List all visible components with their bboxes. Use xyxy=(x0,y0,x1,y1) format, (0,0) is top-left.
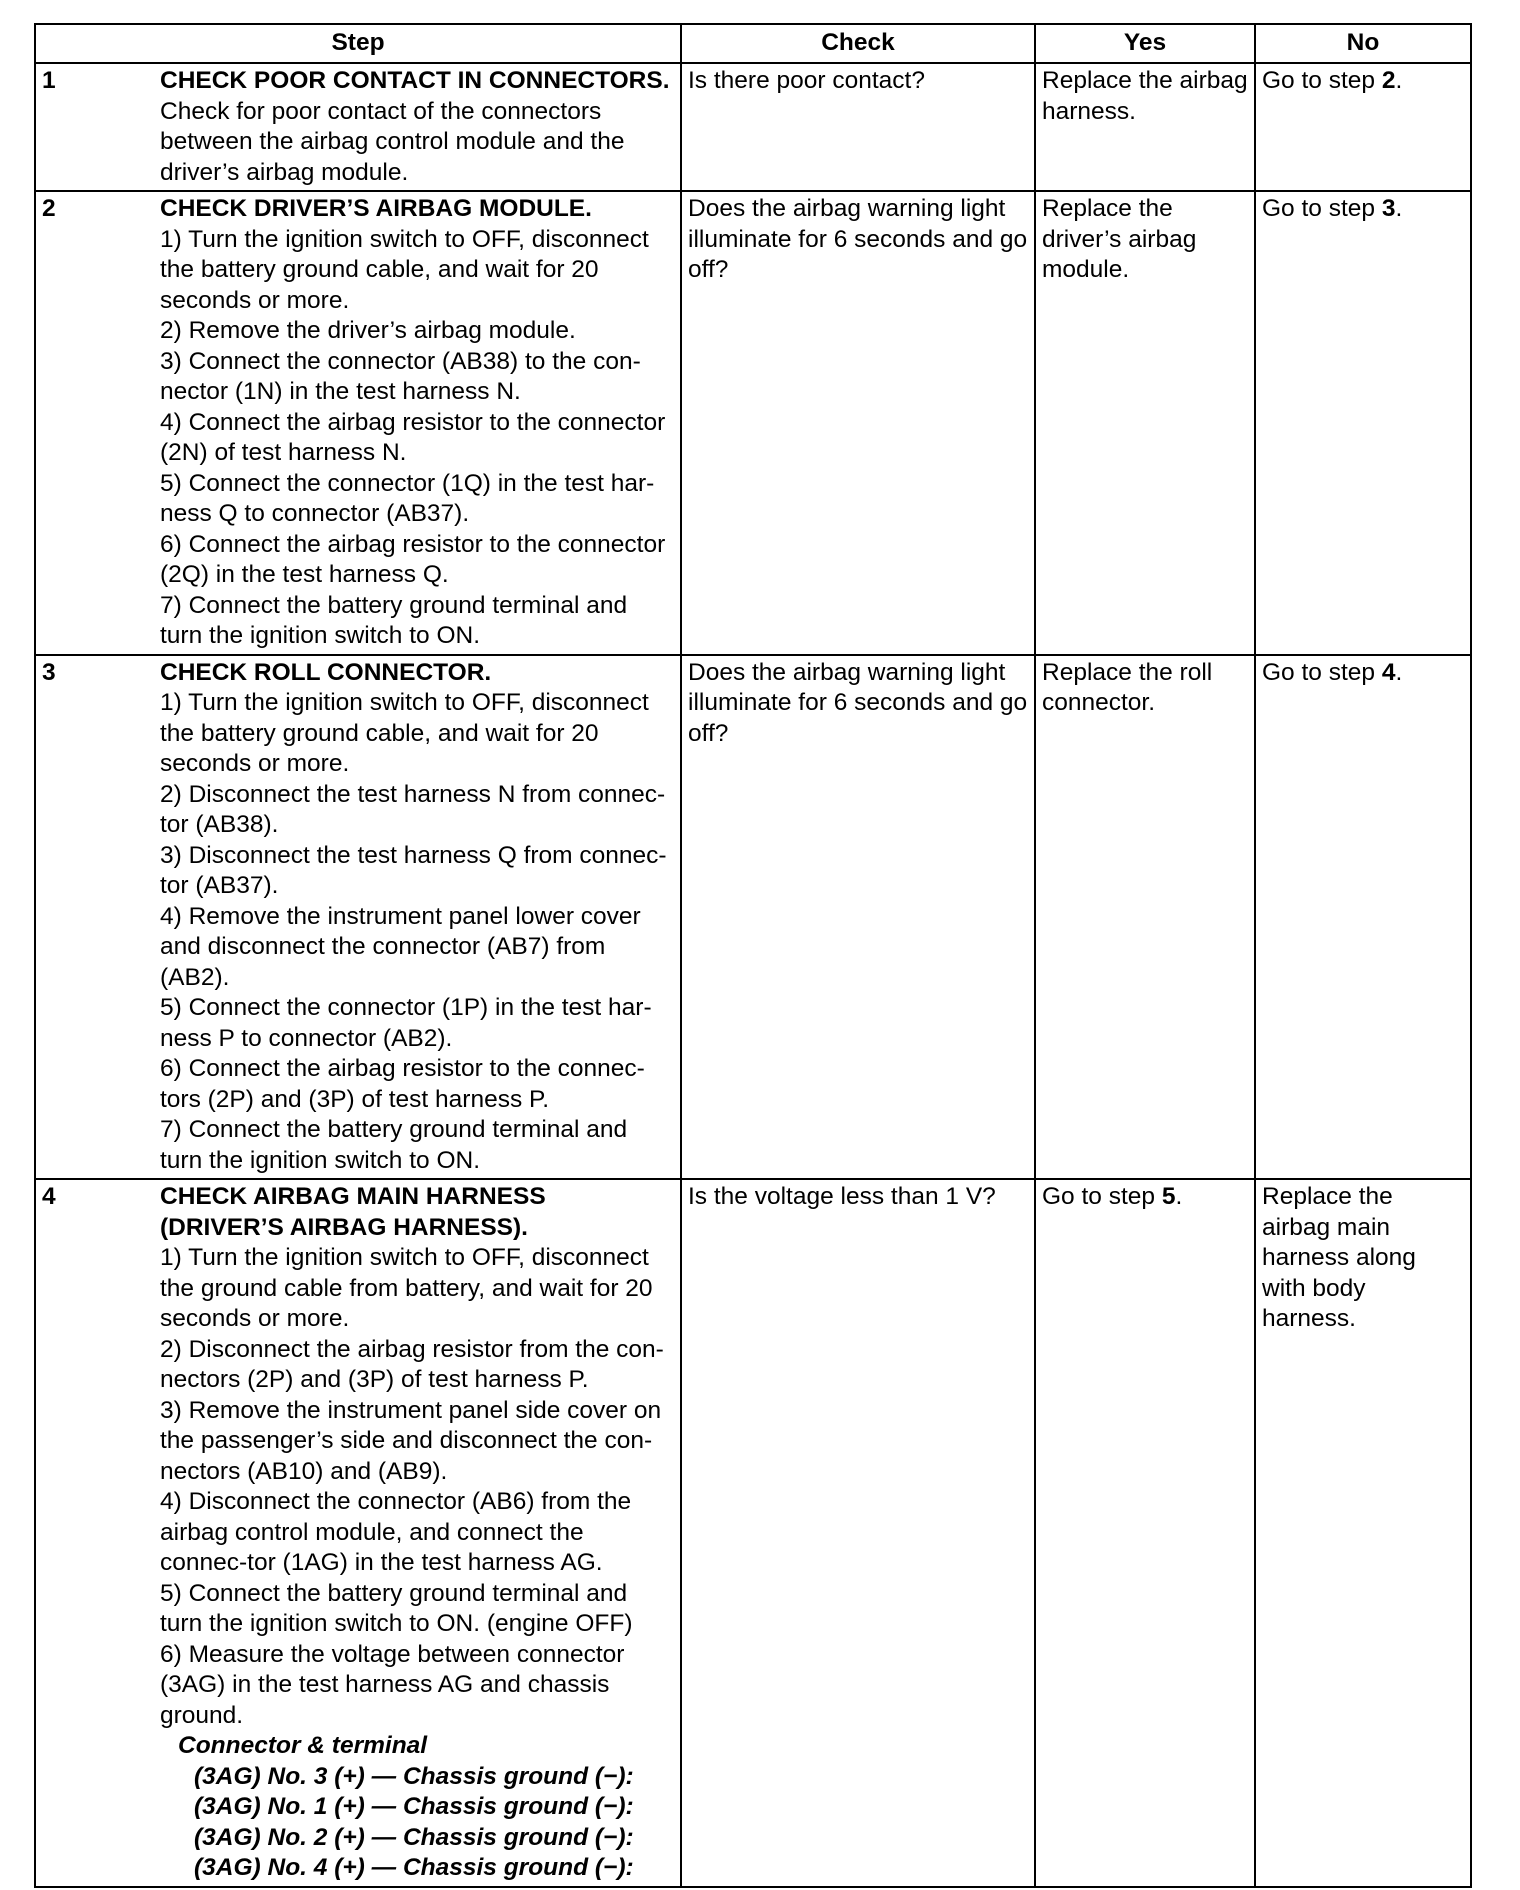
step-title: CHECK ROLL CONNECTOR. xyxy=(160,658,492,686)
check-cell: Is there poor contact? xyxy=(681,63,1035,191)
header-no: No xyxy=(1255,24,1471,63)
check-cell: Is the voltage less than 1 V? xyxy=(681,1179,1035,1887)
step-body xyxy=(160,192,680,654)
step-cell xyxy=(35,63,681,191)
step-instruction: 4) Disconnect the connector (AB6) from the airbag control module, and connect the connec-tor (1AG) in the test harness AG. xyxy=(160,1488,632,1576)
no-text: Go to step xyxy=(1262,67,1382,94)
step-body xyxy=(160,656,680,1179)
step-instruction: 7) Connect the battery ground terminal and turn the ignition switch to ON. xyxy=(160,591,628,649)
spec-item: (3AG) No. 4 (+) — Chassis ground (−): xyxy=(194,1854,634,1881)
step-reference: 5 xyxy=(1161,1183,1176,1210)
spec-item: (3AG) No. 1 (+) — Chassis ground (−): xyxy=(194,1793,634,1820)
table-row xyxy=(35,63,1471,191)
step-instruction: 4) Remove the instrument panel lower cover and disconnect the connector (AB7) from (AB2). xyxy=(160,902,641,991)
no-cell xyxy=(1255,63,1471,191)
step-instruction: 2) Disconnect the test harness N from connec-tor (AB38). xyxy=(160,780,666,838)
step-number: 3 xyxy=(42,658,56,686)
diagnostic-table xyxy=(34,23,1472,1888)
step-number: 4 xyxy=(42,1183,56,1210)
step-instruction: 6) Connect the airbag resistor to the connector (2Q) in the test harness Q. xyxy=(160,530,666,588)
table-row xyxy=(35,655,1471,1180)
no-text: Go to step xyxy=(1262,195,1382,222)
step-instruction: 2) Remove the driver’s airbag module. xyxy=(160,317,576,344)
no-suffix: . xyxy=(1395,658,1403,686)
step-reference: 3 xyxy=(1381,195,1396,222)
step-instruction: 6) Connect the airbag resistor to the connec-tors (2P) and (3P) of test harness P. xyxy=(160,1055,645,1113)
step-instruction: 5) Connect the battery ground terminal and turn the ignition switch to ON. (engine OFF) xyxy=(160,1579,633,1637)
step-title: CHECK POOR CONTACT IN CONNECTORS. xyxy=(160,67,670,94)
table-row xyxy=(35,1179,1471,1887)
check-cell: Does the airbag warning light illuminate for 6 seconds and go off? xyxy=(681,191,1035,655)
step-body xyxy=(160,64,680,190)
spec-item: (3AG) No. 2 (+) — Chassis ground (−): xyxy=(194,1823,634,1851)
step-instruction: Check for poor contact of the connectors between the airbag control module and the driver’s airbag module. xyxy=(160,97,625,186)
no-cell: Replace the airbag main harness along with body harness. xyxy=(1255,1179,1471,1887)
header-check: Check xyxy=(681,24,1035,63)
step-title: CHECK AIRBAG MAIN HARNESS (DRIVER’S AIRBAG HARNESS). xyxy=(160,1183,546,1241)
step-instruction: 7) Connect the battery ground terminal and turn the ignition switch to ON. xyxy=(160,1116,628,1174)
check-cell: Does the airbag warning light illuminate for 6 seconds and go off? xyxy=(681,655,1035,1180)
no-cell xyxy=(1255,655,1471,1180)
step-reference: 2 xyxy=(1381,67,1396,94)
yes-cell: Replace the airbag harness. xyxy=(1035,63,1255,191)
step-instruction: 1) Turn the ignition switch to OFF, disconnect the battery ground cable, and wait for 20 seconds or more. xyxy=(160,689,649,777)
no-suffix: . xyxy=(1395,195,1403,222)
yes-suffix: . xyxy=(1175,1183,1183,1210)
yes-cell: Replace the roll connector. xyxy=(1035,655,1255,1180)
step-instruction: 1) Turn the ignition switch to OFF, disconnect the battery ground cable, and wait for 20 seconds or more. xyxy=(160,225,649,314)
step-instruction: 5) Connect the connector (1Q) in the test har-ness Q to connector (AB37). xyxy=(160,469,655,527)
step-body xyxy=(160,1180,680,1886)
step-instruction: 3) Remove the instrument panel side cover on the passenger’s side and disconnect the con-nectors (AB10) and (AB9). xyxy=(160,1396,662,1485)
header-row xyxy=(35,24,1471,63)
step-cell xyxy=(35,1179,681,1887)
step-instruction: 1) Turn the ignition switch to OFF, disconnect the ground cable from battery, and wait for 20 seconds or more. xyxy=(160,1244,653,1332)
step-number: 2 xyxy=(42,195,56,222)
header-yes: Yes xyxy=(1035,24,1255,63)
step-cell xyxy=(35,655,681,1180)
yes-cell: Replace the driver’s airbag module. xyxy=(1035,191,1255,655)
spec-item: (3AG) No. 3 (+) — Chassis ground (−): xyxy=(194,1762,634,1790)
step-instruction: 5) Connect the connector (1P) in the test har-ness P to connector (AB2). xyxy=(160,994,652,1052)
step-instruction: 4) Connect the airbag resistor to the connector (2N) of test harness N. xyxy=(160,408,666,466)
step-number: 1 xyxy=(42,67,56,94)
yes-cell xyxy=(1035,1179,1255,1887)
no-cell xyxy=(1255,191,1471,655)
spec-heading: Connector & terminal xyxy=(178,1732,428,1759)
step-instruction: 6) Measure the voltage between connector (3AG) in the test harness AG and chassis ground. xyxy=(160,1640,625,1729)
no-suffix: . xyxy=(1395,67,1403,94)
header-step: Step xyxy=(35,24,681,63)
step-instruction: 3) Disconnect the test harness Q from connec-tor (AB37). xyxy=(160,841,667,899)
table-row xyxy=(35,191,1471,655)
step-cell xyxy=(35,191,681,655)
step-instruction: 2) Disconnect the airbag resistor from the con-nectors (2P) and (3P) of test harness P. xyxy=(160,1335,664,1393)
yes-text: Go to step xyxy=(1042,1183,1162,1210)
step-title: CHECK DRIVER’S AIRBAG MODULE. xyxy=(160,195,592,222)
no-text: Go to step xyxy=(1262,658,1382,686)
step-instruction: 3) Connect the connector (AB38) to the con-nector (1N) in the test harness N. xyxy=(160,347,641,405)
step-reference: 4 xyxy=(1381,658,1396,686)
